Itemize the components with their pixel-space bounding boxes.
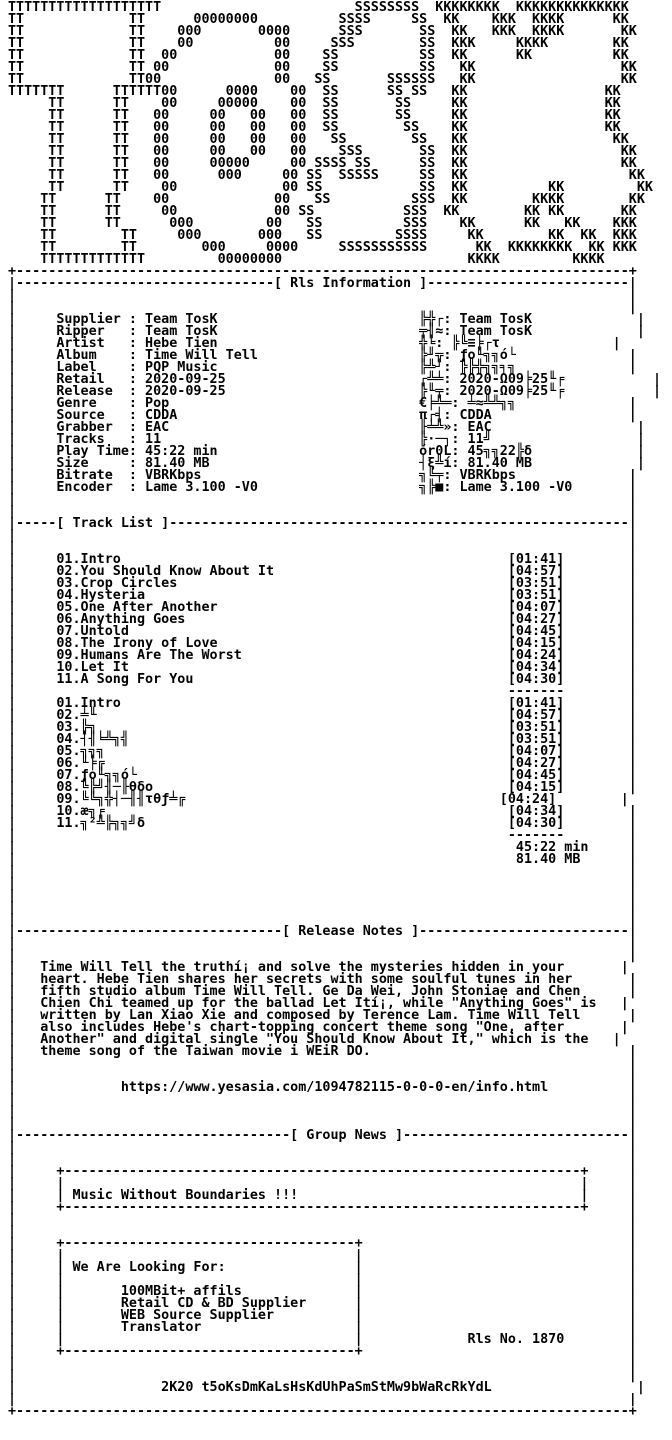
- nfo-line: | +----------------------------------------------------------------+ |: [8, 1164, 637, 1179]
- nfo-line: TT TT 000 000 SS SSSS KK KK KK KKK: [8, 228, 637, 243]
- nfo-line: | theme song of the Taiwan movie i WEiR DO. |: [8, 1044, 637, 1059]
- nfo-line: TT TT 00 00000 00 SS SS KK KK: [8, 96, 621, 111]
- nfo-line: | |: [8, 1212, 637, 1227]
- nfo-line: | |: [8, 876, 637, 891]
- nfo-line: TTTTTTTTTTTTT 00000000 KKKK KKKK: [8, 252, 605, 267]
- nfo-line: | 08.The Irony of Love [04:15] |: [8, 636, 637, 651]
- nfo-line: | 01.Intro [01:41] |: [8, 696, 637, 711]
- nfo-line: | |: [8, 888, 637, 903]
- nfo-line: | | Retail CD & BD Supplier | |: [8, 1296, 637, 1311]
- nfo-line: TT TT 00 00 00 00 SS SS KK KK: [8, 108, 621, 123]
- nfo-line: | 10.Let It [04:34] |: [8, 660, 637, 675]
- nfo-line: | |: [8, 1368, 637, 1383]
- nfo-line: |----------------------------------[ Group News ]----------------------------|: [8, 1128, 637, 1143]
- nfo-line: | 07.Untold [04:45] |: [8, 624, 637, 639]
- nfo-line: | |: [8, 864, 637, 879]
- nfo-line: TT TT 00 00 SS SSS KK KK KK KK: [8, 204, 637, 219]
- nfo-line: | Tracks : 11 ╠·─┐: 11╝ |: [8, 432, 645, 447]
- nfo-line: | +----------------------------------------------------------------+ |: [8, 1200, 637, 1215]
- nfo-line: | also includes Hebe's chart-topping concert theme song "One, after |: [8, 1020, 629, 1035]
- nfo-line: | |: [8, 492, 637, 507]
- nfo-line: TT TT 00 00 00 00 SS SS KK KK: [8, 120, 621, 135]
- nfo-line: | ------- |: [8, 828, 637, 843]
- nfo-line: | 03.Crop Circles [03:51] |: [8, 576, 637, 591]
- nfo-line: | |: [8, 1152, 637, 1167]
- nfo-line: | 2K20 t5oKsDmKaLsHsKdUhPaSmStMw9bWaRcRkYdL |: [8, 1380, 645, 1395]
- nfo-line: | 06.Anything Goes [04:27] |: [8, 612, 637, 627]
- nfo-line: TT TT 000 0000 SSS SS KK KKK KKKK KK: [8, 24, 637, 39]
- nfo-line: |---------------------------------[ Release Notes ]--------------------------|: [8, 924, 637, 939]
- nfo-line: | 45:22 min |: [8, 840, 637, 855]
- nfo-line: TT TT 00 00 SS SS KK KK KK: [8, 180, 653, 195]
- nfo-line: | |: [8, 288, 637, 303]
- nfo-line: TT TT 00 00 SS SSS KK KKKK KK: [8, 192, 645, 207]
- nfo-line: | |: [8, 912, 637, 927]
- nfo-line: | 05.One After Another [04:07] |: [8, 600, 637, 615]
- nfo-line: | written by Lan Xiao Xie and composed by Terence Lam. Time Will Tell |: [8, 1008, 637, 1023]
- nfo-line: | |: [8, 1356, 637, 1371]
- nfo-line: +----------------------------------------------------------------------------+: [8, 264, 637, 279]
- nfo-line: | 81.40 MB |: [8, 852, 637, 867]
- nfo-line: | 03.╠╗ [03:51] |: [8, 720, 637, 735]
- nfo-line: | |: [8, 540, 637, 555]
- nfo-line: | 11.╗²╩╠╗╗╝δ [04:30] |: [8, 816, 637, 831]
- nfo-line: TT TT 00000000 SSSS SS KK KKK KKKK KK: [8, 12, 629, 27]
- nfo-line: | 02.You Should Know About It [04:57] |: [8, 564, 637, 579]
- nfo-line: | +------------------------------------+ |: [8, 1344, 637, 1359]
- nfo-line: | |: [8, 1140, 637, 1155]
- nfo-line: TT TT 00 00 00 00 SSS SS KK KK: [8, 144, 637, 159]
- nfo-line: | Time Will Tell the truthí¡ and solve the mysteries hidden in your |: [8, 960, 629, 975]
- nfo-line: | Chien Chi teamed up for the ballad Let Ití¡, while "Anything Goes" is |: [8, 996, 629, 1011]
- nfo-line: | Grabber : EAC ╟╧╩»: EAC |: [8, 420, 645, 435]
- nfo-line: | |: [8, 1056, 637, 1071]
- nfo-line: | Release : 2020-09-25 ╠╙╤: 2020-Ω09╞25╙╒ |: [8, 384, 662, 399]
- nfo-line: | | We Are Looking For: | |: [8, 1260, 637, 1275]
- nfo-line: | 07.ƒo╙╗╗ó└ [04:45] |: [8, 768, 637, 783]
- nfo-line: | |: [8, 936, 637, 951]
- nfo-line: | 02.╧╙ [04:57] |: [8, 708, 637, 723]
- nfo-line: TTTTTTT TTTTTT00 0000 00 SS SS SS KK KK: [8, 84, 621, 99]
- nfo-line: |-----[ Track List ]---------------------------------------------------------|: [8, 516, 637, 531]
- nfo-line: | +------------------------------------+ |: [8, 1236, 637, 1251]
- nfo-line: | 04.┤╢╘╩╗╣ [03:51] |: [8, 732, 637, 747]
- nfo-line: TT TT 00 00 00 00 SS SS KK KK: [8, 132, 629, 147]
- nfo-line: | |: [8, 948, 637, 963]
- nfo-line: TTTTTTTTTTTTTTTTTTT SSSSSSSS KKKKKKKK KKKKKKKKKKKKKK: [8, 0, 629, 15]
- nfo-line: | Play Time: 45:22 min ór0L: 45╗╗22╠δ |: [8, 444, 645, 459]
- nfo-line: | |: [8, 300, 637, 315]
- nfo-line: | fifth studio album Time Will Tell. Ge Da Wei, John Stoniae and Chen |: [8, 984, 637, 999]
- nfo-line: | Another" and digital single "You Should Know About It," which is the |: [8, 1032, 621, 1047]
- nfo-line: | | | |: [8, 1272, 637, 1287]
- nfo-line: TT TT 000 0000 SSSSSSSSSSS KK KKKKKKKK KK KKK: [8, 240, 637, 255]
- nfo-line: TT TT 00 000 00 SS SSSSS SS KK KK: [8, 168, 645, 183]
- nfo-line: | ------- |: [8, 684, 637, 699]
- nfo-line: | 10.æ╗╒ [04:34] |: [8, 804, 637, 819]
- nfo-line: | Size : 81.40 MB ┤ξ╩í: 81.40 MB |: [8, 456, 645, 471]
- nfo-line: | 01.Intro [01:41] |: [8, 552, 637, 567]
- nfo-line: | | Translator | |: [8, 1320, 637, 1335]
- nfo-line: | | WEB Source Supplier | |: [8, 1308, 637, 1323]
- nfo-line: | 08.╚╠╝╢─╟θδo [04:15] |: [8, 780, 637, 795]
- nfo-line: | 06.╙╞╔ [04:27] |: [8, 756, 637, 771]
- nfo-line: | heart. Hebe Tien shares her secrets with some soulful tunes in her |: [8, 972, 637, 987]
- nfo-line: | |: [8, 504, 637, 519]
- nfo-line: +----------------------------------------------------------------------------+: [8, 1404, 637, 1419]
- nfo-line: | 04.Hysteria [03:51] |: [8, 588, 637, 603]
- nfo-line: | Artist : Hebe Tien ╬╘: ╠╚≡╞┌τ |: [8, 336, 621, 351]
- nfo-line: TT TT 00 00000 00 SSSS SS SS KK KK: [8, 156, 637, 171]
- nfo-line: | Source : CDDA π┌╡: CDDA |: [8, 408, 637, 423]
- nfo-line: TT TT 00 00 SS SS KK KK KK: [8, 48, 629, 63]
- nfo-line: | Album : Time Will Tell ╠╜╦: ƒo╙╗╗ó└ |: [8, 348, 637, 363]
- nfo-line: | Label : PQP Music ╠╩┘: ╠╠╬╗╗╕╗ |: [8, 360, 637, 375]
- nfo-line: | Encoder : Lame 3.100 -V0 ╗╠■: Lame 3.100 -V0 |: [8, 480, 637, 495]
- nfo-line: | |: [8, 1392, 637, 1407]
- nfo-line: | Genre : Pop €╞╩═: ╧≈╩╩╗╗ |: [8, 396, 637, 411]
- nfo-line: | Supplier : Team TosK ╠╬┌: Team TosK |: [8, 312, 645, 327]
- nfo-line: | |: [8, 900, 637, 915]
- nfo-line: | 05.╗╗╗ [04:07] |: [8, 744, 637, 759]
- nfo-line: | 09.╚╚╗╬┤─╢╢τθƒ╧╔ [04:24] |: [8, 792, 629, 807]
- nfo-line: TT TT 000 00 SS SSS KK KK KK KKK: [8, 216, 637, 231]
- nfo-line: | | | |: [8, 1176, 637, 1191]
- nfo-line: | |: [8, 1092, 637, 1107]
- nfo-line: | | Music Without Boundaries !!! | |: [8, 1188, 637, 1203]
- nfo-line: |--------------------------------[ Rls Information ]-------------------------|: [8, 276, 637, 291]
- nfo-line: | https://www.yesasia.com/1094782115-0-0-0-en/info.html |: [8, 1080, 637, 1095]
- nfo-line: | Ripper : Team TosK ╤╢≈: Team TosK |: [8, 324, 645, 339]
- nfo-line: | Bitrate : VBRKbps ╗╚╤: VBRKbps |: [8, 468, 637, 483]
- nfo-line: | 11.A Song For You [04:30] |: [8, 672, 637, 687]
- nfo-line: | | 100MBit+ affils | |: [8, 1284, 637, 1299]
- nfo-line: | 09.Humans Are The Worst [04:24] |: [8, 648, 637, 663]
- nfo-line: | |: [8, 528, 637, 543]
- nfo-line: | | | Rls No. 1870 |: [8, 1332, 637, 1347]
- nfo-line: | |: [8, 1068, 637, 1083]
- nfo-line: TT TT 00 00 SS SS KK KK: [8, 60, 637, 75]
- nfo-line: | | | |: [8, 1248, 637, 1263]
- nfo-line: | |: [8, 1116, 637, 1131]
- nfo-line: | Retail : 2020-09-25 ┌╩╧: 2020-Ω09╞25╙╒ |: [8, 372, 662, 387]
- nfo-line: TT TT 00 00 SSS SS KKK KKKK KK: [8, 36, 629, 51]
- nfo-line: TT TT00 00 SS SSSSSS KK KK: [8, 72, 637, 87]
- nfo-line: | |: [8, 1224, 637, 1239]
- nfo-line: | |: [8, 1104, 637, 1119]
